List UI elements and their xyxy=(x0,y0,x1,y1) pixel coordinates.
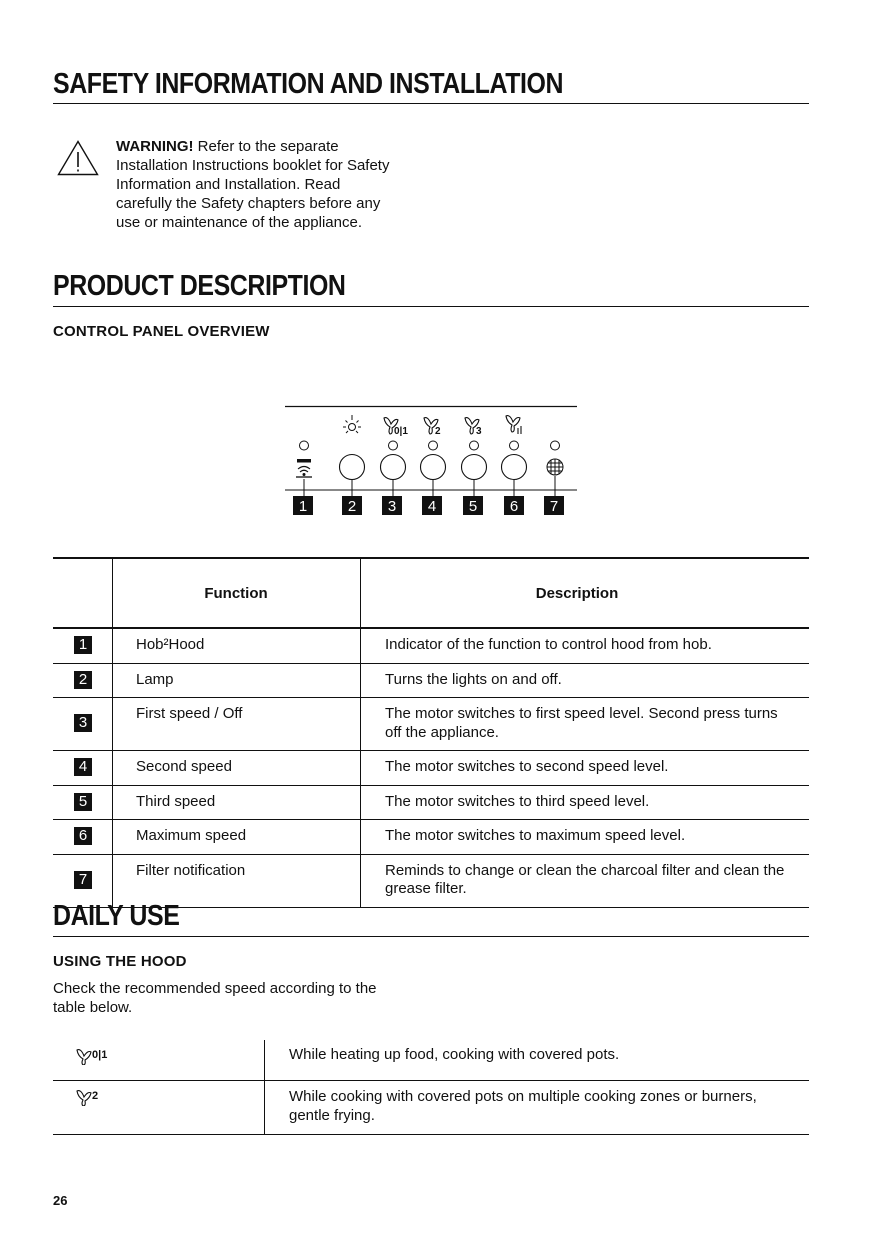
indicator-led xyxy=(510,441,519,450)
indicator-led xyxy=(429,441,438,450)
panel-number: 6 xyxy=(509,498,519,515)
row-number: 4 xyxy=(74,758,92,776)
function-cell: Hob²Hood xyxy=(113,628,361,663)
table-header xyxy=(53,558,113,628)
function-cell: First speed / Off xyxy=(113,698,361,751)
indicator-led xyxy=(470,441,479,450)
speed-max-button xyxy=(502,455,527,480)
description-cell: The motor switches to second speed level. xyxy=(361,751,810,786)
speed-label: 0|1 xyxy=(92,1049,108,1061)
table-row xyxy=(53,751,809,786)
divider xyxy=(53,306,809,307)
indicator-led xyxy=(551,441,560,450)
fan-speed-1-label: 0|1 xyxy=(394,426,408,437)
section-title-daily-use: DAILY USE xyxy=(53,900,180,932)
lamp-button xyxy=(340,455,365,480)
panel-number: 5 xyxy=(468,498,478,515)
fan-speed-max-icon xyxy=(506,416,521,434)
speed-1-button xyxy=(381,455,406,480)
indicator-led xyxy=(300,441,309,450)
row-number: 7 xyxy=(74,871,92,889)
panel-number: 2 xyxy=(347,498,357,515)
table-row xyxy=(53,820,809,855)
fan-speed-1-icon xyxy=(75,1046,107,1065)
function-table xyxy=(53,557,809,908)
table-row xyxy=(53,663,809,698)
page-number: 26 xyxy=(53,1193,68,1208)
using-hood-heading: USING THE HOOD xyxy=(53,953,187,970)
section-title-safety: SAFETY INFORMATION AND INSTALLATION xyxy=(53,68,564,100)
table-row xyxy=(53,698,809,751)
speed-table xyxy=(53,1040,809,1135)
panel-number: 4 xyxy=(427,498,437,515)
description-cell: The motor switches to maximum speed level. xyxy=(361,820,810,855)
row-number: 3 xyxy=(74,714,92,732)
table-row xyxy=(53,785,809,820)
warning-triangle-icon xyxy=(57,140,99,176)
table-header: Description xyxy=(361,558,810,628)
function-cell: Third speed xyxy=(113,785,361,820)
speed-label: 2 xyxy=(92,1089,99,1102)
control-panel-diagram xyxy=(280,400,585,525)
table-row xyxy=(53,1080,809,1134)
hob2hood-icon xyxy=(296,459,312,477)
description-cell: Turns the lights on and off. xyxy=(361,663,810,698)
panel-number: 7 xyxy=(549,498,559,515)
table-row xyxy=(53,1040,809,1080)
warning-body: Refer to the separate Installation Instructions booklet for Safety Information and Installation. Read carefully the Safety chapters before any use or maintenance of the appliance. xyxy=(116,138,390,231)
fan-speed-3-label: 3 xyxy=(476,426,482,437)
speed-2-button xyxy=(421,455,446,480)
row-number: 5 xyxy=(74,793,92,811)
warning-label: WARNING! xyxy=(116,138,194,155)
row-number: 1 xyxy=(74,636,92,654)
function-cell: Filter notification xyxy=(113,854,361,907)
row-number: 6 xyxy=(74,827,92,845)
using-hood-intro: Check the recommended speed according to the table below. xyxy=(53,980,377,1016)
fan-speed-2-icon xyxy=(75,1087,98,1106)
panel-number: 1 xyxy=(298,498,308,515)
control-panel-heading: CONTROL PANEL OVERVIEW xyxy=(53,323,270,340)
function-cell: Maximum speed xyxy=(113,820,361,855)
table-header: Function xyxy=(113,558,361,628)
indicator-led xyxy=(389,441,398,450)
table-header-row xyxy=(53,558,809,628)
speed-3-button xyxy=(462,455,487,480)
row-number: 2 xyxy=(74,671,92,689)
divider xyxy=(53,936,809,937)
divider xyxy=(53,103,809,104)
panel-number: 3 xyxy=(387,498,397,515)
filter-icon xyxy=(547,459,563,475)
section-title-product: PRODUCT DESCRIPTION xyxy=(53,270,346,302)
function-cell: Second speed xyxy=(113,751,361,786)
speed-description: While heating up food, cooking with covered pots. xyxy=(265,1040,810,1080)
function-cell: Lamp xyxy=(113,663,361,698)
speed-description: While cooking with covered pots on multiple cooking zones or burners, gentle frying. xyxy=(265,1080,810,1134)
fan-speed-2-label: 2 xyxy=(435,426,441,437)
warning-text xyxy=(116,137,396,232)
lamp-icon xyxy=(343,415,361,433)
description-cell: Reminds to change or clean the charcoal filter and clean the grease filter. xyxy=(361,854,810,907)
description-cell: The motor switches to first speed level. Second press turns off the appliance. xyxy=(361,698,810,751)
description-cell: The motor switches to third speed level. xyxy=(361,785,810,820)
description-cell: Indicator of the function to control hood from hob. xyxy=(361,628,810,663)
table-row xyxy=(53,628,809,663)
